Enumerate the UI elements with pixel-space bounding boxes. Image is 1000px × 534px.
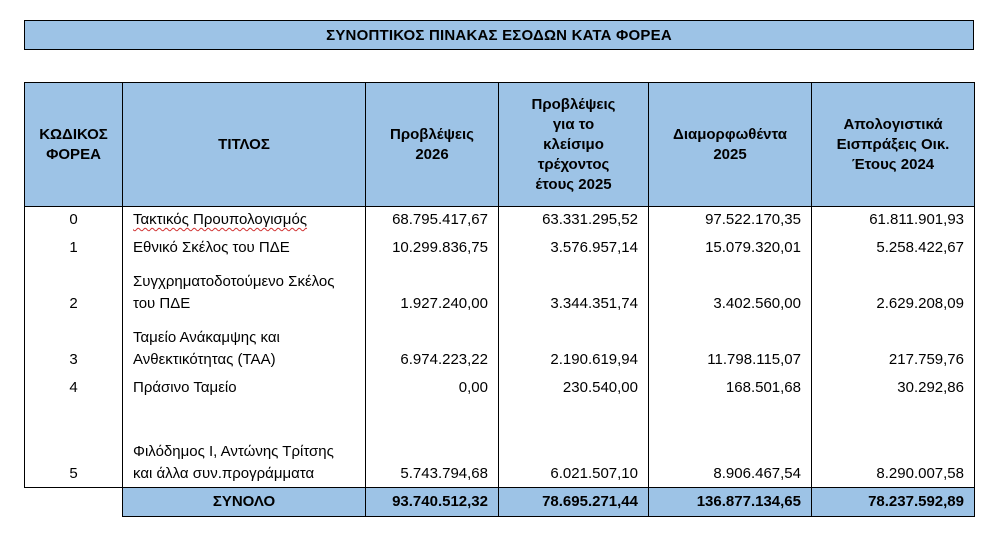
total-formed-2025: 136.877.134,65 — [649, 487, 812, 516]
total-row — [25, 487, 975, 516]
row-title — [123, 207, 366, 232]
row-actual-2024: 217.759,76 — [812, 315, 975, 371]
row-actual-2024: 2.629.208,09 — [812, 259, 975, 315]
row-title: Ταμείο Ανάκαμψης και Ανθεκτικότητας (ΤΑΑ) — [123, 315, 366, 371]
row-code: 1 — [25, 231, 123, 259]
row-forecast-2026: 1.927.240,00 — [366, 259, 499, 315]
row-actual-2024: 8.290.007,58 — [812, 399, 975, 487]
row-forecast-2026: 0,00 — [366, 371, 499, 399]
total-blank-cell — [25, 487, 123, 516]
row-forecast-2026: 10.299.836,75 — [366, 231, 499, 259]
revenue-summary-table — [24, 82, 975, 517]
total-actual-2024: 78.237.592,89 — [812, 487, 975, 516]
row-formed-2025: 3.402.560,00 — [649, 259, 812, 315]
table-title — [24, 20, 974, 50]
row-formed-2025: 11.798.115,07 — [649, 315, 812, 371]
row-forecast-close-2025: 2.190.619,94 — [499, 315, 649, 371]
header-forecast-close-2025: Προβλέψεις για το κλείσιμο τρέχοντος έτους 2025 — [499, 83, 649, 207]
row-code: 5 — [25, 399, 123, 487]
total-forecast-2026: 93.740.512,32 — [366, 487, 499, 516]
row-title: Εθνικό Σκέλος του ΠΔΕ — [123, 231, 366, 259]
header-formed-2025: Διαμορφωθέντα 2025 — [649, 83, 812, 207]
table-row — [25, 399, 975, 487]
row-formed-2025: 97.522.170,35 — [649, 207, 812, 232]
row-forecast-close-2025: 6.021.507,10 — [499, 399, 649, 487]
header-title: ΤΙΤΛΟΣ — [123, 83, 366, 207]
row-title: Φιλόδημος Ι, Αντώνης Τρίτσης και άλλα συν.προγράμματα — [123, 399, 366, 487]
table-row — [25, 371, 975, 399]
table-row — [25, 231, 975, 259]
row-formed-2025: 8.906.467,54 — [649, 399, 812, 487]
row-forecast-2026: 68.795.417,67 — [366, 207, 499, 232]
row-code: 0 — [25, 207, 123, 232]
row-code: 2 — [25, 259, 123, 315]
table-title-text: ΣΥΝΟΠΤΙΚΟΣ ΠΙΝΑΚΑΣ ΕΣΟΔΩΝ ΚΑΤΑ ΦΟΡΕΑ — [326, 26, 672, 44]
row-actual-2024: 30.292,86 — [812, 371, 975, 399]
header-forecast-2026: Προβλέψεις 2026 — [366, 83, 499, 207]
row-actual-2024: 5.258.422,67 — [812, 231, 975, 259]
header-code: ΚΩΔΙΚΟΣ ΦΟΡΕΑ — [25, 83, 123, 207]
row-actual-2024: 61.811.901,93 — [812, 207, 975, 232]
row-code: 3 — [25, 315, 123, 371]
row-forecast-close-2025: 63.331.295,52 — [499, 207, 649, 232]
row-forecast-2026: 5.743.794,68 — [366, 399, 499, 487]
row-forecast-close-2025: 230.540,00 — [499, 371, 649, 399]
row-code: 4 — [25, 371, 123, 399]
header-row — [25, 83, 975, 207]
row-formed-2025: 168.501,68 — [649, 371, 812, 399]
table-row — [25, 207, 975, 232]
row-title-text: Τακτικός Προυπολογισμός — [133, 211, 308, 228]
row-title: Πράσινο Ταμείο — [123, 371, 366, 399]
total-label: ΣΥΝΟΛΟ — [123, 487, 366, 516]
table-row — [25, 315, 975, 371]
table-row — [25, 259, 975, 315]
total-forecast-close-2025: 78.695.271,44 — [499, 487, 649, 516]
row-formed-2025: 15.079.320,01 — [649, 231, 812, 259]
header-actual-2024: Απολογιστικά Εισπράξεις Οικ. Έτους 2024 — [812, 83, 975, 207]
row-forecast-close-2025: 3.576.957,14 — [499, 231, 649, 259]
row-forecast-2026: 6.974.223,22 — [366, 315, 499, 371]
row-forecast-close-2025: 3.344.351,74 — [499, 259, 649, 315]
row-title: Συγχρηματοδοτούμενο Σκέλος του ΠΔΕ — [123, 259, 366, 315]
